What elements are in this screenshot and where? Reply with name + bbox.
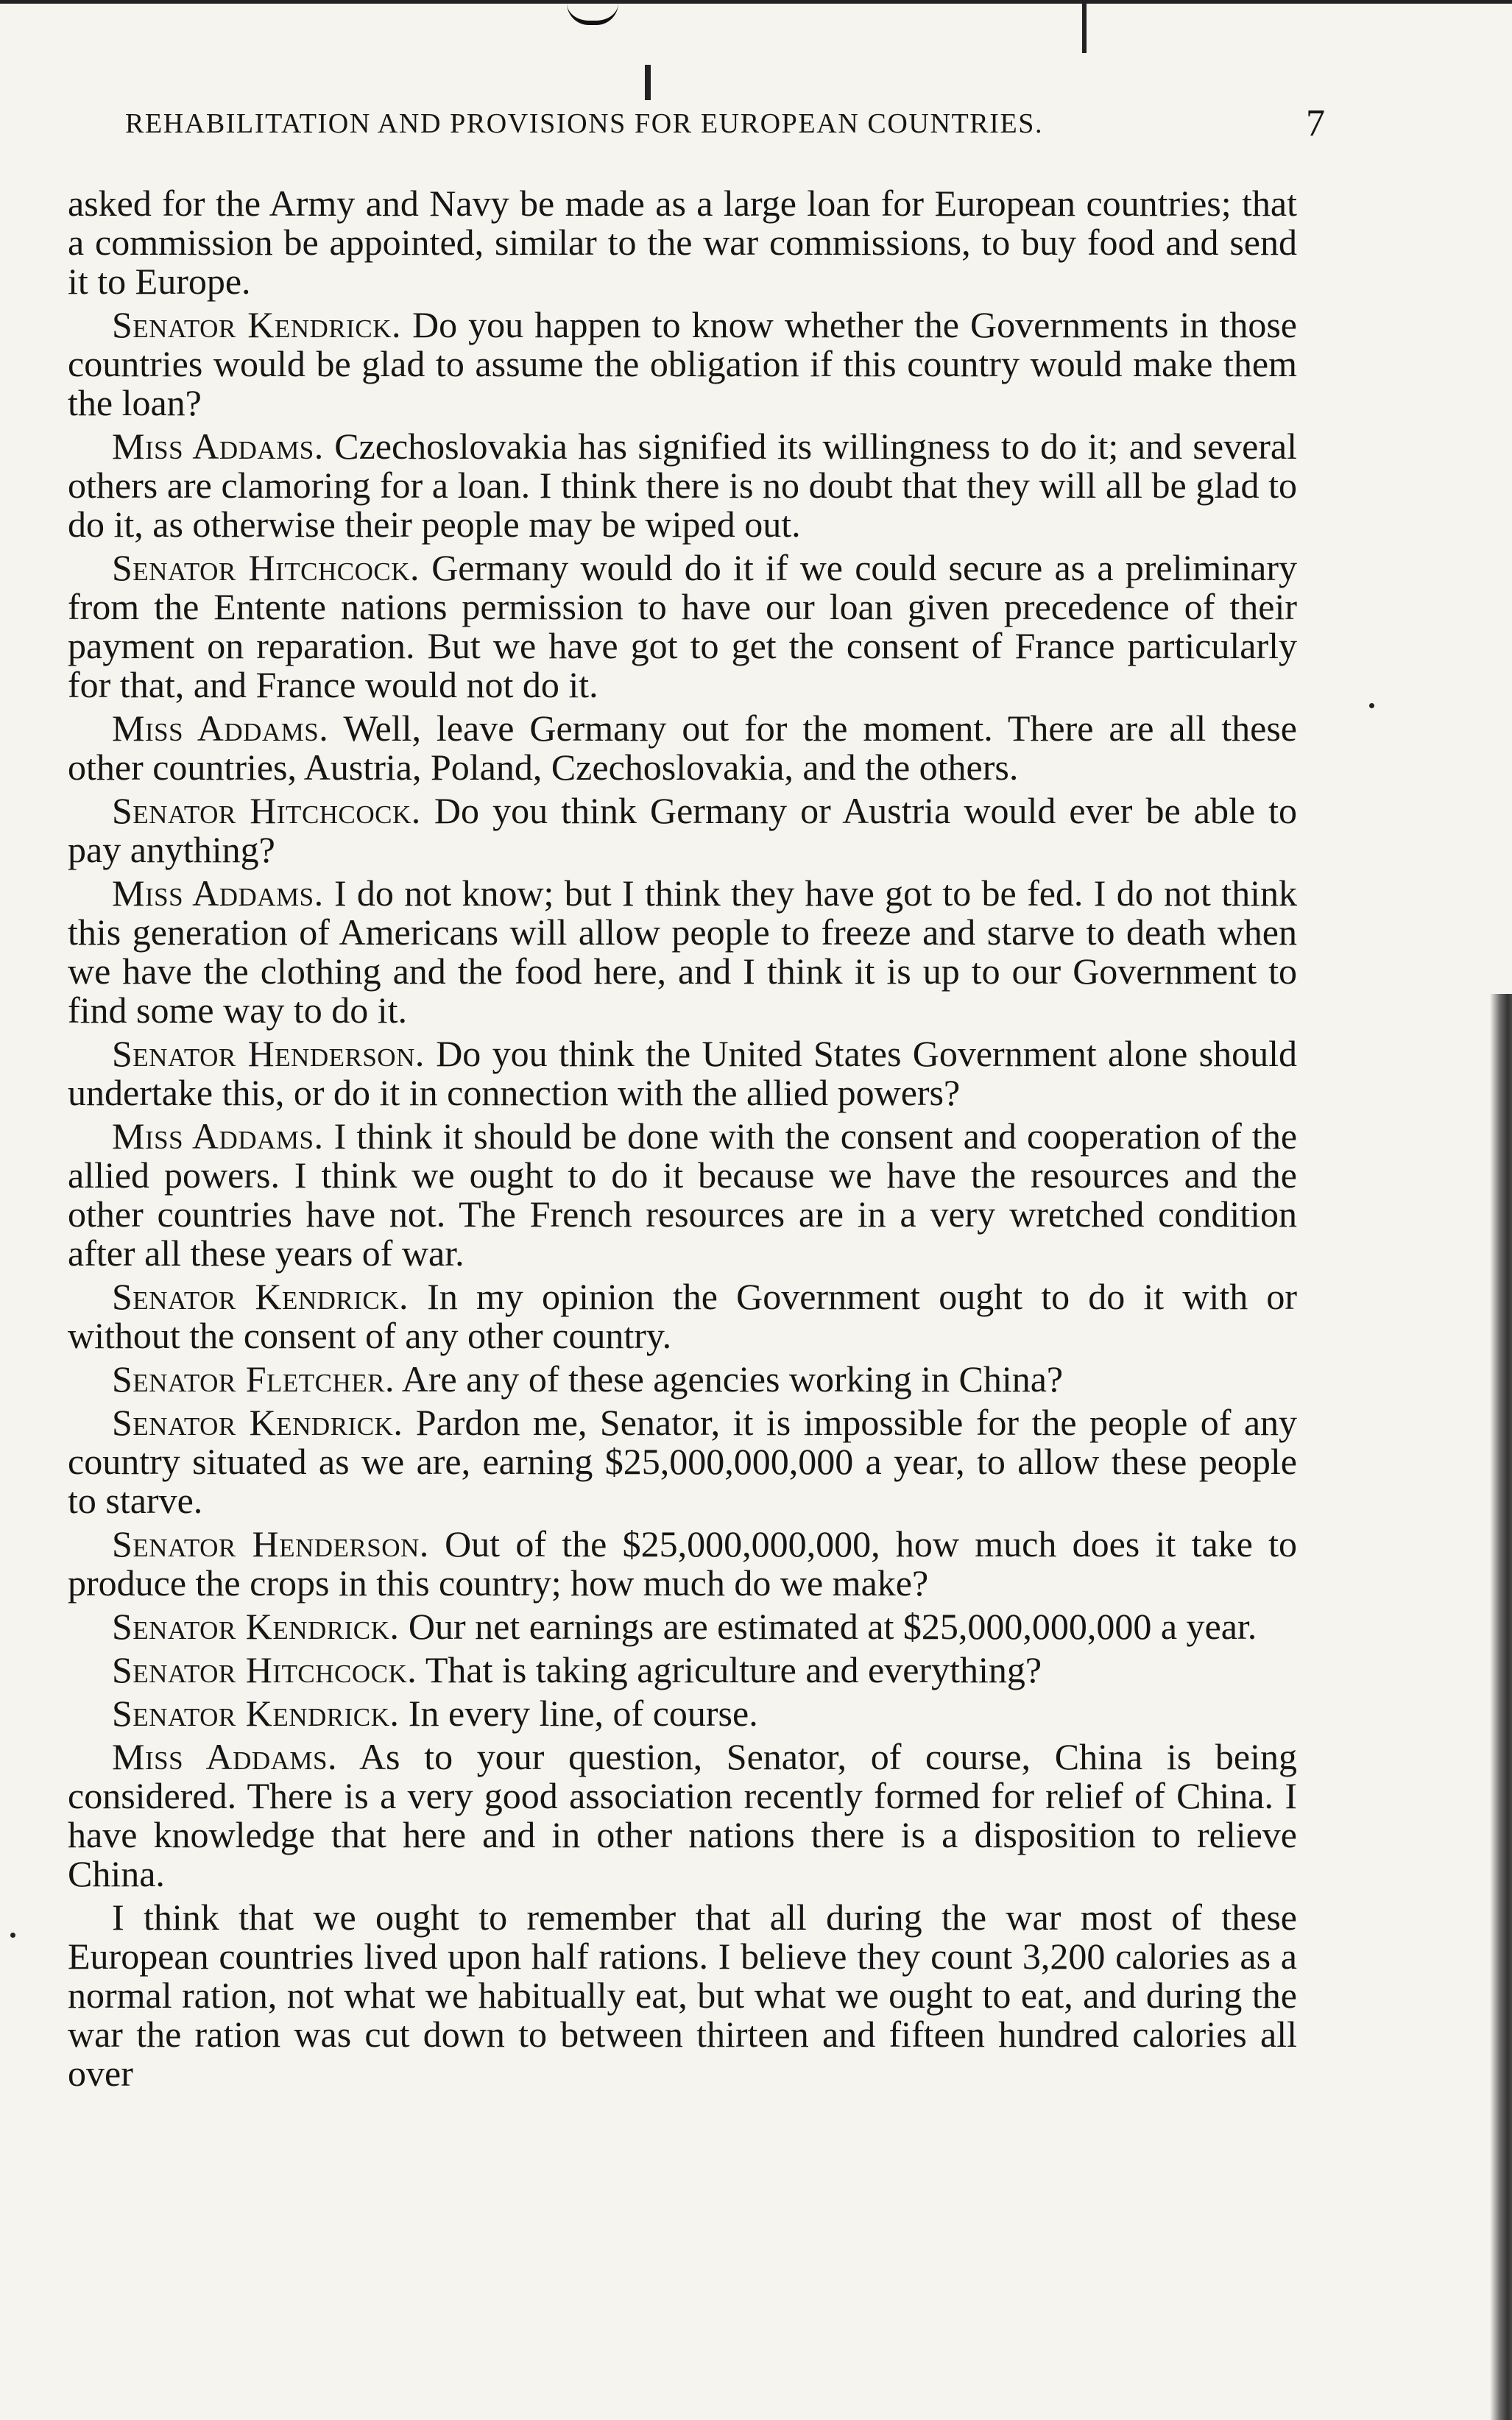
- paragraph-text: In my opinion the Government ought to do it with or without the consent of any other country.: [68, 1276, 1297, 1356]
- paragraph-text: Are any of these agencies working in China?: [401, 1358, 1064, 1400]
- paragraph: [68, 548, 1297, 705]
- speaker-name: Miss Addams.: [112, 872, 324, 914]
- paragraph-text: I think that we ought to remember that all during the war most of these European countries lived upon half rations. I believe they count 3,200 calories as a normal ration, not what we habitually eat, but what we ought to eat, and during the war the ration was cut down to between thirteen and fifteen hundred calories all over: [68, 1897, 1297, 2094]
- paragraph: [68, 1694, 1297, 1733]
- paragraph-text: Do you think the United States Government alone should undertake this, or do it in connection with the allied powers?: [68, 1033, 1297, 1113]
- speaker-name: Senator Hitchcock.: [112, 790, 421, 831]
- paragraph: [68, 306, 1297, 423]
- running-head: REHABILITATION AND PROVISIONS FOR EUROPEAN COUNTRIES.: [125, 108, 1044, 139]
- speaker-name: Miss Addams.: [112, 1115, 324, 1157]
- paragraph-text: Germany would do it if we could secure as a preliminary from the Entente nations permission to have our loan given precedence of their payment on reparation. But we have got to get the consent of France particularly for that, and France would not do it.: [68, 547, 1298, 705]
- body-text: [68, 184, 1297, 2098]
- paragraph-text: I do not know; but I think they have got to be fed. I do not think this generation of Americans will allow people to freeze and starve to death when we have the clothing and the food here, and I think it is up to our Government to find some way to do it.: [68, 872, 1298, 1031]
- paragraph: [68, 791, 1297, 869]
- paragraph: [68, 1651, 1297, 1690]
- paragraph: [68, 1525, 1297, 1603]
- paragraph: [68, 1277, 1297, 1355]
- paragraph: [68, 184, 1297, 301]
- paragraph-text: Out of the $25,000,000,000, how much does it take to produce the crops in this country; how much do we make?: [68, 1523, 1298, 1604]
- paragraph-text: Do you happen to know whether the Governments in those countries would be glad to assume the obligation if this country would make them the loan?: [68, 304, 1297, 423]
- scan-speck: [10, 1933, 15, 1938]
- paragraph: [68, 1117, 1297, 1273]
- scan-tick-mark: [1082, 0, 1087, 53]
- paragraph: [68, 709, 1297, 787]
- paragraph-text: In every line, of course.: [408, 1693, 758, 1734]
- paragraph: [68, 1898, 1297, 2093]
- speaker-name: Senator Kendrick.: [112, 1402, 403, 1443]
- speaker-name: Senator Hitchcock.: [112, 1649, 417, 1690]
- paragraph-text: Czechoslovakia has signified its willingness to do it; and several others are clamoring for a loan. I think there is no doubt that they will all be glad to do it, as otherwise their people may be wiped out.: [68, 426, 1297, 545]
- page-top-edge: [0, 0, 1512, 12]
- page-number: 7: [1306, 102, 1325, 144]
- speaker-name: Senator Fletcher.: [112, 1358, 395, 1400]
- paragraph-text: asked for the Army and Navy be made as a large loan for European countries; that a commission be appointed, similar to the war commissions, to buy food and send it to Europe.: [68, 183, 1297, 302]
- paragraph: [68, 1738, 1297, 1894]
- speaker-name: Senator Henderson.: [112, 1033, 425, 1074]
- paragraph-text: As to your question, Senator, of course, China is being considered. There is a very good association recently formed for relief of China. I have knowledge that here and in other nations there is a disposition to relieve China.: [68, 1736, 1297, 1894]
- speaker-name: Miss Addams.: [112, 1736, 338, 1777]
- page-header: [110, 102, 1325, 146]
- paragraph: [68, 1034, 1297, 1112]
- speaker-name: Miss Addams.: [112, 426, 324, 467]
- scan-speck: [1369, 703, 1374, 708]
- paragraph-text: That is taking agriculture and everything?: [425, 1649, 1042, 1690]
- speaker-name: Senator Kendrick.: [112, 1276, 409, 1317]
- speaker-name: Senator Hitchcock.: [112, 547, 420, 588]
- speaker-name: Senator Henderson.: [112, 1523, 429, 1564]
- binding-mark: [567, 0, 618, 25]
- paragraph: [68, 1403, 1297, 1520]
- paragraph: [68, 1607, 1297, 1646]
- speaker-name: Senator Kendrick.: [112, 1606, 400, 1647]
- paragraph-text: Do you think Germany or Austria would ever be able to pay anything?: [68, 790, 1298, 870]
- paragraph: [68, 427, 1297, 544]
- paragraph: [68, 874, 1297, 1030]
- paragraph-text: Well, leave Germany out for the moment. There are all these other countries, Austria, Poland, Czechoslovakia, and the others.: [68, 708, 1297, 788]
- scan-tick-mark: [645, 65, 651, 100]
- paragraph-text: Pardon me, Senator, it is impossible for the people of any country situated as we are, earning $25,000,000,000 a year, to allow these people to starve.: [68, 1402, 1298, 1521]
- speaker-name: Miss Addams.: [112, 708, 329, 749]
- paragraph-text: Our net earnings are estimated at $25,000,000,000 a year.: [408, 1606, 1257, 1647]
- speaker-name: Senator Kendrick.: [112, 304, 401, 345]
- speaker-name: Senator Kendrick.: [112, 1693, 400, 1734]
- page-right-edge-shadow: [1490, 994, 1512, 2420]
- paragraph: [68, 1360, 1297, 1399]
- paragraph-text: I think it should be done with the consent and cooperation of the allied powers. I think we ought to do it because we have the resources and the other countries have not. The French resources are in a very wretched condition after all these years of war.: [68, 1115, 1298, 1274]
